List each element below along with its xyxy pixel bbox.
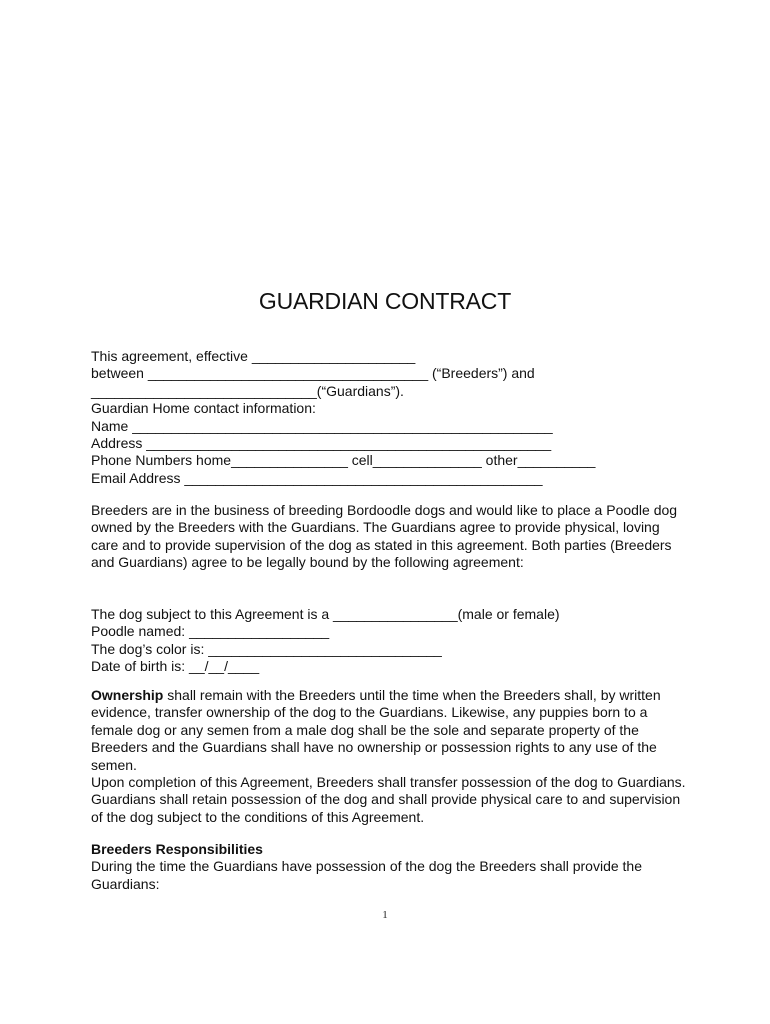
breeders-responsibilities-section (91, 841, 689, 893)
contact-info-heading: Guardian Home contact information: (91, 400, 316, 417)
dog-color-line: The dog’s color is: ______________________________ (91, 640, 442, 657)
address-line: Address ____________________________________________________ (91, 434, 552, 451)
email-address-line: Email Address ______________________________________________ (91, 469, 543, 486)
ownership-paragraph (91, 687, 691, 774)
date-of-birth-line: Date of birth is: __/__/____ (91, 658, 260, 675)
ownership-heading: Ownership (91, 687, 164, 703)
phone-numbers-line: Phone Numbers home_______________ cell______________ other__________ (91, 452, 596, 469)
dog-details (91, 606, 691, 676)
guardians-line: _____________________________(“Guardians”). (91, 382, 404, 399)
ownership-section (91, 687, 691, 826)
breeders-line: between ____________________________________ (“Breeders”) and (91, 365, 535, 382)
name-line: Name ______________________________________________________ (91, 417, 553, 434)
document-title: GUARDIAN CONTRACT (258, 288, 512, 314)
page-number: 1 (382, 909, 388, 921)
ownership-text: shall remain with the Breeders until the time when the Breeders shall, by written evidence, transfer ownership of the dog to the Guardians. Likewise, any puppies born to a female dog or any semen from a male dog shall be the sole and separate property of the Breeders and the Guardians shall have no ownership or possession rights to any use of the semen. (91, 687, 661, 773)
breeders-responsibilities-heading: Breeders Responsibilities (91, 841, 263, 857)
intro-paragraph: Breeders are in the business of breeding Bordoodle dogs and would like to place a Poodle dog owned by the Breeders with the Guardians. The Guardians agree to provide physical, loving care and to provide supervision of the dog as stated in this agreement. Both parties (Breeders and Guardians) agree to be legally bound by the following agreement: (91, 502, 678, 571)
dog-sex-line: The dog subject to this Agreement is a ________________(male or female) (91, 606, 560, 622)
effective-date-line: This agreement, effective _____________________ (91, 348, 416, 364)
ownership-completion-paragraph: Upon completion of this Agreement, Breeders shall transfer possession of the dog to Guardians. Guardians shall retain possession of the dog and shall provide physical care to and supervision of the dog subject to the conditions of this Agreement. (91, 774, 686, 825)
breeders-responsibilities-text: During the time the Guardians have possession of the dog the Breeders shall provide the Guardians: (91, 858, 642, 892)
contract-header-fields (91, 348, 691, 487)
poodle-name-line: Poodle named: __________________ (91, 623, 330, 640)
